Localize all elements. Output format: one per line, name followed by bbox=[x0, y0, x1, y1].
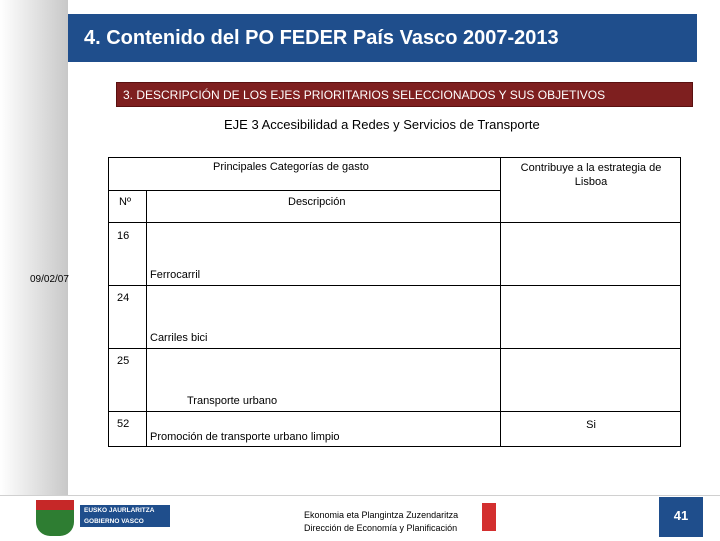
page-number-box bbox=[659, 497, 703, 537]
section-title: 3. DESCRIPCIÓN DE LOS EJES PRIORITARIOS SELECCIONADOS Y SUS OBJETIVOS bbox=[123, 88, 606, 102]
row-number: 52 bbox=[117, 418, 130, 430]
row-description: Carriles bici bbox=[150, 332, 208, 344]
red-mark bbox=[482, 503, 496, 531]
header-categories-cell bbox=[109, 158, 501, 191]
categories-table bbox=[108, 157, 681, 447]
header-contribution-cell bbox=[501, 158, 681, 223]
left-gradient-bar bbox=[0, 0, 68, 495]
department-line1: Ekonomia eta Plangintza Zuzendaritza bbox=[304, 510, 459, 520]
eje-title: EJE 3 Accesibilidad a Redes y Servicios de Transporte bbox=[224, 117, 540, 132]
department-label bbox=[304, 509, 458, 535]
row-number: 16 bbox=[117, 230, 130, 242]
header-number: Nº bbox=[119, 196, 131, 208]
header-categories: Principales Categorías de gasto bbox=[213, 161, 369, 173]
row-number: 24 bbox=[117, 292, 130, 304]
row-description: Promoción de transporte urbano limpio bbox=[150, 431, 340, 443]
header-description: Descripción bbox=[288, 196, 346, 208]
row-description: Ferrocarril bbox=[150, 269, 201, 281]
header-description-cell bbox=[147, 191, 501, 223]
government-logo bbox=[80, 505, 170, 527]
footer bbox=[0, 495, 720, 541]
header-contribution: Contribuye a la estrategia de Lisboa bbox=[520, 162, 662, 188]
section-bar bbox=[116, 82, 693, 107]
logo-line2: GOBIERNO VASCO bbox=[84, 518, 144, 525]
header-number-cell bbox=[109, 191, 147, 223]
table-row bbox=[109, 223, 681, 286]
logo-line1: EUSKO JAURLARITZA bbox=[84, 507, 155, 514]
table-row bbox=[109, 286, 681, 349]
page-number: 41 bbox=[673, 508, 689, 523]
row-lisboa: Si bbox=[586, 419, 596, 431]
title-bar bbox=[68, 14, 697, 62]
slide-date: 09/02/07 bbox=[30, 274, 69, 285]
row-number: 25 bbox=[117, 355, 130, 367]
slide-title: 4. Contenido del PO FEDER País Vasco 2007-2013 bbox=[84, 27, 559, 49]
department-line2: Dirección de Economía y Planificación bbox=[304, 523, 458, 533]
table-row bbox=[109, 412, 681, 447]
basque-government-shield-icon bbox=[36, 500, 74, 536]
table-row bbox=[109, 349, 681, 412]
row-description: Transporte urbano bbox=[187, 395, 278, 407]
